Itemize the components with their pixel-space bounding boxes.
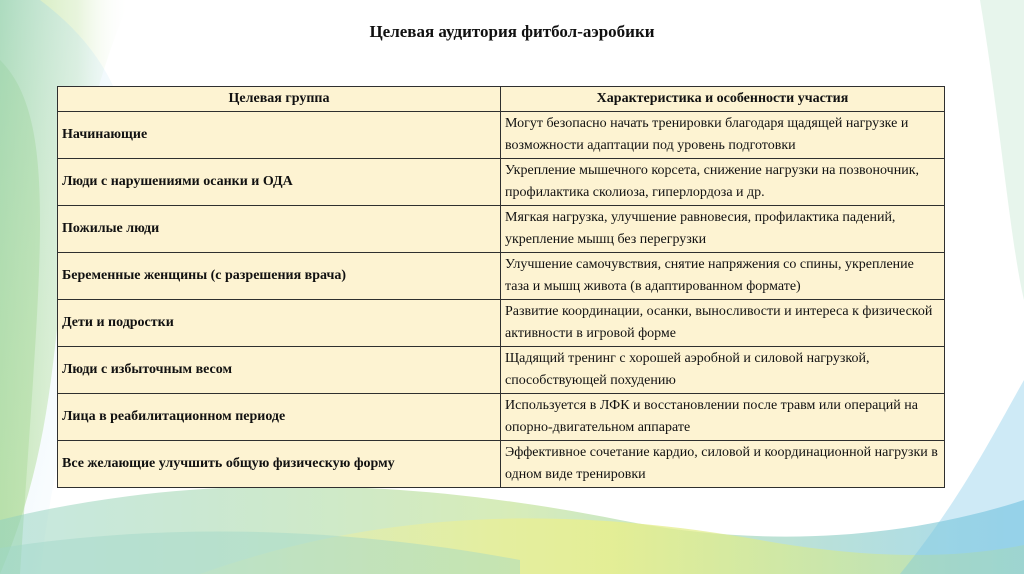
column-header-description: Характеристика и особенности участия (501, 87, 945, 112)
table-header-row (58, 87, 945, 112)
table-row (58, 394, 945, 441)
row-description-cell: Используется в ЛФК и восстановлении после травм или операций на опорно-двигательном аппарате (501, 394, 945, 441)
row-group-cell: Все желающие улучшить общую физическую форму (58, 441, 501, 488)
table-row (58, 206, 945, 253)
column-header-group: Целевая группа (58, 87, 501, 112)
table-row (58, 112, 945, 159)
row-group-cell: Лица в реабилитационном периоде (58, 394, 501, 441)
row-group-cell: Люди с избыточным весом (58, 347, 501, 394)
row-group-cell: Дети и подростки (58, 300, 501, 347)
row-description-cell: Улучшение самочувствия, снятие напряжения со спины, укрепление таза и мышц живота (в адаптированном формате) (501, 253, 945, 300)
table-row (58, 159, 945, 206)
table-row (58, 347, 945, 394)
row-group-cell: Начинающие (58, 112, 501, 159)
slide-title: Целевая аудитория фитбол-аэробики (369, 22, 655, 41)
row-group-cell: Люди с нарушениями осанки и ОДА (58, 159, 501, 206)
row-description-cell: Укрепление мышечного корсета, снижение нагрузки на позвоночник, профилактика сколиоза, гиперлордоза и др. (501, 159, 945, 206)
row-description-cell: Эффективное сочетание кардио, силовой и координационной нагрузки в одном виде тренировки (501, 441, 945, 488)
row-description-cell: Щадящий тренинг с хорошей аэробной и силовой нагрузкой, способствующей похудению (501, 347, 945, 394)
table-row (58, 253, 945, 300)
table-row (58, 300, 945, 347)
table-row (58, 441, 945, 488)
row-description-cell: Развитие координации, осанки, выносливости и интереса к физической активности в игровой форме (501, 300, 945, 347)
row-group-cell: Беременные женщины (с разрешения врача) (58, 253, 501, 300)
row-description-cell: Мягкая нагрузка, улучшение равновесия, профилактика падений, укрепление мышц без перегрузки (501, 206, 945, 253)
target-audience-table (57, 86, 945, 488)
row-group-cell: Пожилые люди (58, 206, 501, 253)
row-description-cell: Могут безопасно начать тренировки благодаря щадящей нагрузке и возможности адаптации под уровень подготовки (501, 112, 945, 159)
